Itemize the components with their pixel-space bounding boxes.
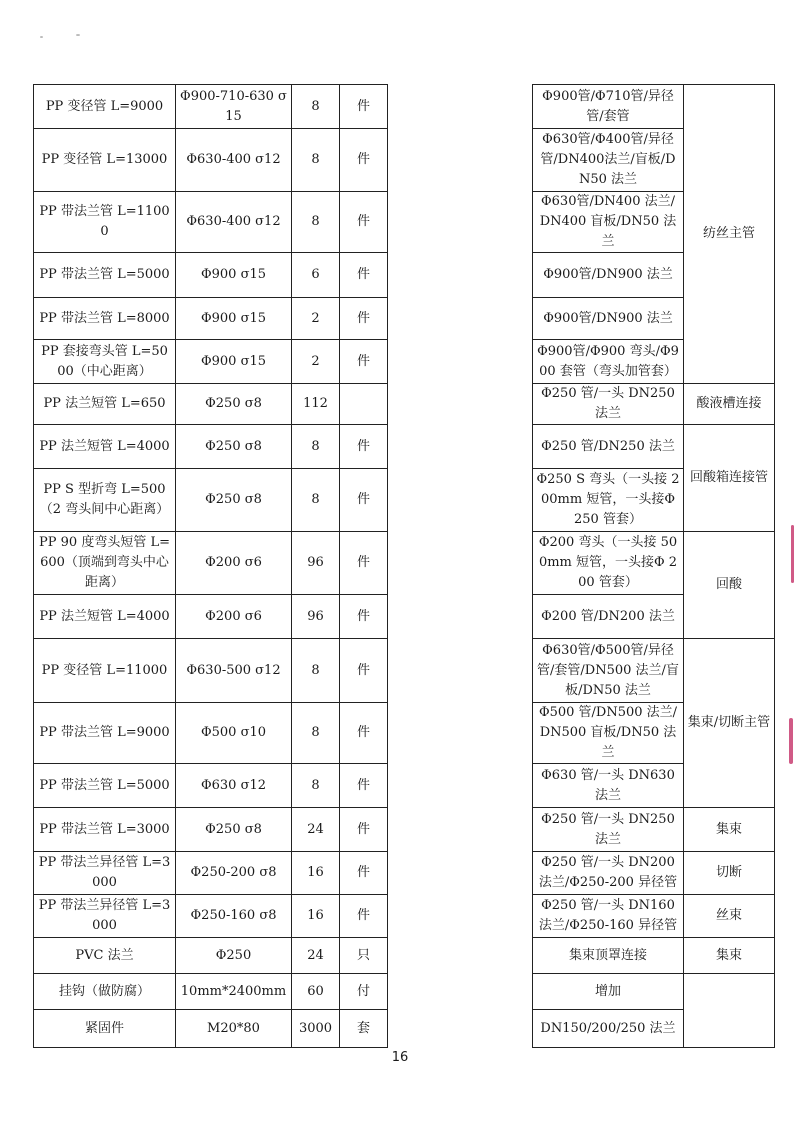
item-desc: Φ630管/Φ400管/异径管/DN400法兰/盲板/DN50 法兰 — [533, 129, 684, 192]
item-unit: 件 — [340, 340, 388, 384]
item-use-empty — [684, 974, 775, 1048]
item-desc: Φ200 管/DN200 法兰 — [533, 595, 684, 639]
item-spec: Φ200 σ6 — [176, 532, 292, 595]
item-qty: 24 — [292, 938, 340, 974]
item-spec: Φ900 σ15 — [176, 340, 292, 384]
item-name: 紧固件 — [34, 1010, 176, 1048]
item-qty: 6 — [292, 253, 340, 298]
item-spec: Φ900 σ15 — [176, 298, 292, 340]
item-spec: 10mm*2400mm — [176, 974, 292, 1010]
item-qty: 8 — [292, 469, 340, 532]
item-unit: 套 — [340, 1010, 388, 1048]
margin-pen-mark — [791, 525, 794, 583]
column-gap — [388, 85, 533, 1048]
item-unit — [340, 384, 388, 425]
item-qty: 2 — [292, 340, 340, 384]
item-use: 切断 — [684, 852, 775, 895]
item-desc: Φ630管/DN400 法兰/DN400 盲板/DN50 法兰 — [533, 192, 684, 253]
item-spec: M20*80 — [176, 1010, 292, 1048]
item-desc: Φ630管/Φ500管/异径管/套管/DN500 法兰/盲板/DN50 法兰 — [533, 639, 684, 703]
item-unit: 件 — [340, 808, 388, 852]
item-unit: 件 — [340, 298, 388, 340]
item-qty: 60 — [292, 974, 340, 1010]
item-spec: Φ630-400 σ12 — [176, 192, 292, 253]
item-use: 集束 — [684, 808, 775, 852]
item-qty: 96 — [292, 532, 340, 595]
item-desc: Φ250 管/一头 DN160 法兰/Φ250-160 异径管 — [533, 895, 684, 938]
item-name: PP S 型折弯 L=500（2 弯头间中心距离） — [34, 469, 176, 532]
item-use: 集束/切断主管 — [684, 639, 775, 808]
item-name: PP 套接弯头管 L=5000（中心距离） — [34, 340, 176, 384]
item-name: PP 带法兰管 L=5000 — [34, 253, 176, 298]
item-desc: Φ250 管/一头 DN250 法兰 — [533, 384, 684, 425]
materials-table — [33, 84, 775, 1048]
item-name: PP 法兰短管 L=4000 — [34, 595, 176, 639]
item-name: PP 变径管 L=13000 — [34, 129, 176, 192]
item-qty: 8 — [292, 639, 340, 703]
item-use: 回酸 — [684, 532, 775, 639]
table-row — [34, 85, 775, 129]
item-unit: 件 — [340, 639, 388, 703]
item-unit: 付 — [340, 974, 388, 1010]
item-desc: Φ250 管/一头 DN200 法兰/Φ250-200 异径管 — [533, 852, 684, 895]
item-desc: Φ250 管/一头 DN250 法兰 — [533, 808, 684, 852]
item-unit: 只 — [340, 938, 388, 974]
item-desc: Φ200 弯头（一头接 500mm 短管，一头接Φ 200 管套） — [533, 532, 684, 595]
item-desc: Φ630 管/一头 DN630 法兰 — [533, 764, 684, 808]
item-name: PP 带法兰管 L=5000 — [34, 764, 176, 808]
item-name: PP 带法兰异径管 L=3000 — [34, 895, 176, 938]
item-unit: 件 — [340, 192, 388, 253]
item-desc: Φ500 管/DN500 法兰/DN500 盲板/DN50 法兰 — [533, 703, 684, 764]
item-spec: Φ250 σ8 — [176, 384, 292, 425]
item-spec: Φ250 σ8 — [176, 425, 292, 469]
item-qty: 3000 — [292, 1010, 340, 1048]
item-qty: 24 — [292, 808, 340, 852]
item-spec: Φ630-500 σ12 — [176, 639, 292, 703]
item-spec: Φ250 σ8 — [176, 808, 292, 852]
item-name: PP 带法兰管 L=11000 — [34, 192, 176, 253]
item-qty: 8 — [292, 425, 340, 469]
item-name: PP 变径管 L=11000 — [34, 639, 176, 703]
item-name: 挂钩（做防腐） — [34, 974, 176, 1010]
item-qty: 8 — [292, 703, 340, 764]
item-name: PP 带法兰管 L=3000 — [34, 808, 176, 852]
item-spec: Φ900-710-630 σ15 — [176, 85, 292, 129]
item-unit: 件 — [340, 764, 388, 808]
item-unit: 件 — [340, 852, 388, 895]
item-qty: 112 — [292, 384, 340, 425]
item-spec: Φ250 σ8 — [176, 469, 292, 532]
margin-pen-mark — [789, 718, 793, 764]
item-unit: 件 — [340, 469, 388, 532]
item-desc: Φ900管/Φ710管/异径管/套管 — [533, 85, 684, 129]
item-desc: Φ250 管/DN250 法兰 — [533, 425, 684, 469]
item-name: PP 法兰短管 L=650 — [34, 384, 176, 425]
item-desc: Φ900管/Φ900 弯头/Φ900 套管（弯头加管套） — [533, 340, 684, 384]
item-qty: 2 — [292, 298, 340, 340]
item-name: PP 带法兰管 L=8000 — [34, 298, 176, 340]
item-qty: 8 — [292, 85, 340, 129]
item-use: 纺丝主管 — [684, 85, 775, 384]
item-use: 集束 — [684, 938, 775, 974]
scan-speck — [76, 34, 80, 36]
item-name: PP 带法兰管 L=9000 — [34, 703, 176, 764]
item-desc: 集束顶罩连接 — [533, 938, 684, 974]
item-name: PP 带法兰异径管 L=3000 — [34, 852, 176, 895]
item-use: 回酸箱连接管 — [684, 425, 775, 532]
item-spec: Φ250-160 σ8 — [176, 895, 292, 938]
item-unit: 件 — [340, 595, 388, 639]
item-qty: 8 — [292, 129, 340, 192]
page-number: 16 — [391, 1050, 409, 1065]
item-unit: 件 — [340, 425, 388, 469]
item-spec: Φ500 σ10 — [176, 703, 292, 764]
item-qty: 8 — [292, 764, 340, 808]
scan-speck — [40, 36, 43, 38]
item-spec: Φ250-200 σ8 — [176, 852, 292, 895]
item-name: PP 变径管 L=9000 — [34, 85, 176, 129]
item-unit: 件 — [340, 703, 388, 764]
item-name: PVC 法兰 — [34, 938, 176, 974]
item-use: 丝束 — [684, 895, 775, 938]
item-desc: Φ900管/DN900 法兰 — [533, 253, 684, 298]
item-qty: 16 — [292, 895, 340, 938]
item-unit: 件 — [340, 895, 388, 938]
item-unit: 件 — [340, 129, 388, 192]
item-name: PP 法兰短管 L=4000 — [34, 425, 176, 469]
item-spec: Φ900 σ15 — [176, 253, 292, 298]
item-qty: 8 — [292, 192, 340, 253]
item-desc: Φ900管/DN900 法兰 — [533, 298, 684, 340]
item-unit: 件 — [340, 85, 388, 129]
item-desc: 增加 — [533, 974, 684, 1010]
item-qty: 96 — [292, 595, 340, 639]
item-spec: Φ630 σ12 — [176, 764, 292, 808]
item-desc: Φ250 S 弯头（一头接 200mm 短管，一头接Φ 250 管套） — [533, 469, 684, 532]
item-use: 酸液槽连接 — [684, 384, 775, 425]
item-name: PP 90 度弯头短管 L=600（顶端到弯头中心距离） — [34, 532, 176, 595]
item-spec: Φ250 — [176, 938, 292, 974]
item-spec: Φ630-400 σ12 — [176, 129, 292, 192]
item-spec: Φ200 σ6 — [176, 595, 292, 639]
item-qty: 16 — [292, 852, 340, 895]
item-unit: 件 — [340, 253, 388, 298]
item-desc: DN150/200/250 法兰 — [533, 1010, 684, 1048]
item-unit: 件 — [340, 532, 388, 595]
